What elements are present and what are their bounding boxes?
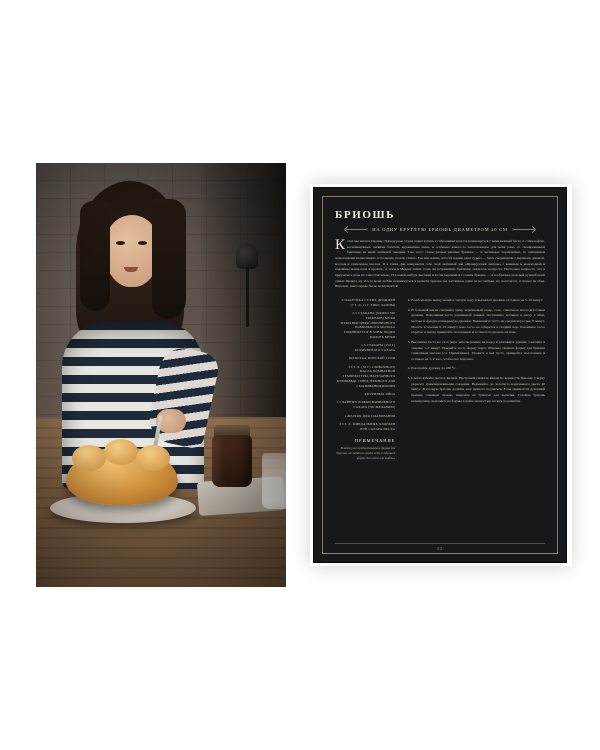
ingredient-qty: 1 ЖЕЛТОК ДЛЯ СМАЗЫВАНИЯ <box>344 413 396 418</box>
page-frame <box>322 196 558 554</box>
wall-lamp-stem <box>246 267 249 327</box>
brioche-lobe <box>136 445 170 471</box>
notes-heading: ПРИМЕЧАНИЕ <box>354 438 396 444</box>
ingredient-qty: ЩЕПОТКА МОРСКОЙ СОЛИ <box>349 356 396 361</box>
ingredient-desc: КОРИЧНЕВОГО САХАРА <box>355 348 396 353</box>
flourish-right-icon <box>513 229 535 230</box>
ingredient-qty: 1,5 ЧАЙНЫХ ЛОЖКИ ВАНИЛЬНОГО САХАРА (ПО ЖЕЛАНИЮ) <box>336 400 396 410</box>
ingredient-qty: 0 ПАКЕТИКА СУХИХ ДРОЖЖЕЙ <box>341 297 396 302</box>
recipe-columns <box>335 298 545 461</box>
step-item: 3. Выложите тесто на стол (круг используемым не надо) и разомните руками. Скатайте в течение 1–2 минут. Придайте тесту форму шара. Обильно смажьте форму для бриоши сливочным маслом (сл. Примечание). Уложите в неё тесто, прикройте полотенцем и оставьте на 1–2 часа, чтобы оно подошло. <box>411 340 545 363</box>
wall-lamp-icon <box>236 243 258 269</box>
ingredient-item <box>335 422 395 432</box>
chocolate-jar <box>212 425 252 487</box>
page-number: 33 <box>437 547 443 551</box>
brioche-lobe <box>72 445 106 471</box>
ingredient-qty: 3 СТ. Л. (50 Г) СЛИВОЧНОГО <box>348 364 396 369</box>
recipe-intro-text: огда мы жили в Париже, Пападу рано утром ходил купить с собраниями на ночь возвращаться с нами нежный багет, и с ним вафлю, воскликнувшее, легкими багетом, круживание нами, и особенно какого-то изготовленное для меня рано, со своевременной бриошью из моей любимой пекарни. Там тесто самое разные ржаные брюшке — и маленькое поражаемые, со смешанием шоколадками на маслянках, и большие, на всю семью. Так мне житие, кого их жданы одна судьба — быть съеденными с вареньем, джемом, маслом и сливочным маслом. Я в таких дни завершался себе свой любимый чай «Французский завтрак» с ванилью и шоколадкой и подавшие мамы-папа в кровать. А ноги в Медане найти столь же встраивание брюшное оказалось непросто. Настольно непросто, что я приучилась печь их самостоятельно. И в какой-нибудь высокий и встав первыми и готовим бриошь — я сообразнее молокой лучшей моей семьи. Правда, ну что-то моей любви возникнуться в кровати бриошь мы частичные едим не на завтрак, но полагается, и скорее на обед. Впрочем, никто вроде бы не возмущается! <box>335 239 545 289</box>
girl-figure <box>58 181 210 481</box>
ingredient-qty: 2 КУРИНЫХ ЯЙЦА <box>364 392 396 397</box>
ingredient-item <box>335 400 395 410</box>
ingredient-item <box>335 365 395 389</box>
girl-eye-right <box>138 241 147 245</box>
flourish-left-icon <box>345 229 367 230</box>
jar-glass <box>212 435 252 487</box>
ingredient-desc: (7 Г, Д. 11 Г ЛИБО ЛАМПЫ) <box>350 302 396 307</box>
frame-corner <box>322 196 332 206</box>
step-item: 4. Разогрейте духовку до 180 °C. <box>411 366 545 372</box>
brioche-lobe <box>104 439 138 465</box>
notes-body: В моём уже предпочитаемое форма для бриоши, но любая из новом есть и обычной форме для кекса или кофты. <box>336 446 396 461</box>
ingredient-desc: МАСЛА КОМНАТНОЙ ТЕМПЕРАТУРЫ, НАРЕЗАННОГО КУБИКАМИ, ПЛЮС НЕМНОГО ДЛЯ СМАЗЫВАНИЯ ФОРМЫ <box>336 369 396 388</box>
ingredient-item <box>335 392 395 397</box>
girl-hair-strand-right <box>152 199 186 319</box>
frame-corner <box>548 196 558 206</box>
steps-column <box>404 298 545 461</box>
ingredient-item <box>335 356 395 361</box>
step-item: 1. В небольшую миску налейте теплую воду и высыпьте дрожжи. Оставьте на 5–10 минут. <box>411 298 545 304</box>
recipe-intro <box>335 239 545 290</box>
step-item: 2. В большой миске смешайте муку, коричневый сахар, соль, сливочное масло и готовые дрожжи. Помешивая тесто деревянной ложкой, постепенно добавьте в массу 2 яйца, молоко и фундук-разведенную дрожжи. Вымешайте тесто на среднескоростью 8 минут. Месите в течение 8–10 минут; пока тесто не соберется в гладкий шар. Разомните тесто обратно в миску, прикройте полотенцем и оставьте подходить на ночь. <box>411 308 545 336</box>
girl-eye-left <box>116 241 125 245</box>
milk-glass <box>262 453 286 509</box>
ingredient-qty: 2 СТ. Л. МИНДАЛЬНЫХ ХЛОПЬЕВ ИЛИ САХАРА-ПЕСКА <box>339 421 396 431</box>
photo-page <box>36 163 286 587</box>
recipe-page <box>314 188 566 562</box>
recipe-subtitle-row <box>335 227 545 232</box>
step-item: 5. Слегка взбейте желток вилкой. Наступной смажьте яйцом по верхность бриоши. Сверху украсьте гримлированными сахарами. Выпекайте до золотисто-коричневого цвета 40 минут. В готовую бриошь должны ещё немного подняться. Если занимается духовный бриошь слишком сильно, накройте её бумагой для выпечки. Готовую бриошь переверните, выложите на формы и дайте полностью остыть до решетки. <box>411 376 545 404</box>
footer-rule <box>335 543 545 544</box>
recipe-title: БРИОШЬ <box>335 209 396 221</box>
ingredients-column <box>335 298 395 461</box>
ingredient-item <box>335 298 395 308</box>
ingredient-desc: МУКИ ВЫСШЕГО ПШЕНИЧНОГО ПОМОЛЬНОГО МОЛОКА ПОДНИМЕТСЯ В ЗОНЫ ПОДЕЛ МОЛОТЬ МУКИ <box>340 320 396 339</box>
ingredient-qty: 2,5 СТАКАНА (ОКОЛО 500 ГРАММОВ) МУКИ <box>352 311 396 320</box>
brioche-photo <box>66 439 178 513</box>
ingredient-item <box>335 414 395 419</box>
ingredient-item <box>335 311 395 340</box>
steps-list <box>404 298 545 405</box>
ingredient-qty: 1,5 СТАКАНА (250 Г) <box>361 343 396 348</box>
girl-hair-strand-left <box>80 201 110 311</box>
recipe-subtitle: НА ОДНУ КРУГЛУЮ БРИОШЬ ДИАМЕТРОМ 20 СМ <box>372 227 508 232</box>
drop-cap: К <box>335 237 346 253</box>
ingredient-item <box>335 343 395 353</box>
